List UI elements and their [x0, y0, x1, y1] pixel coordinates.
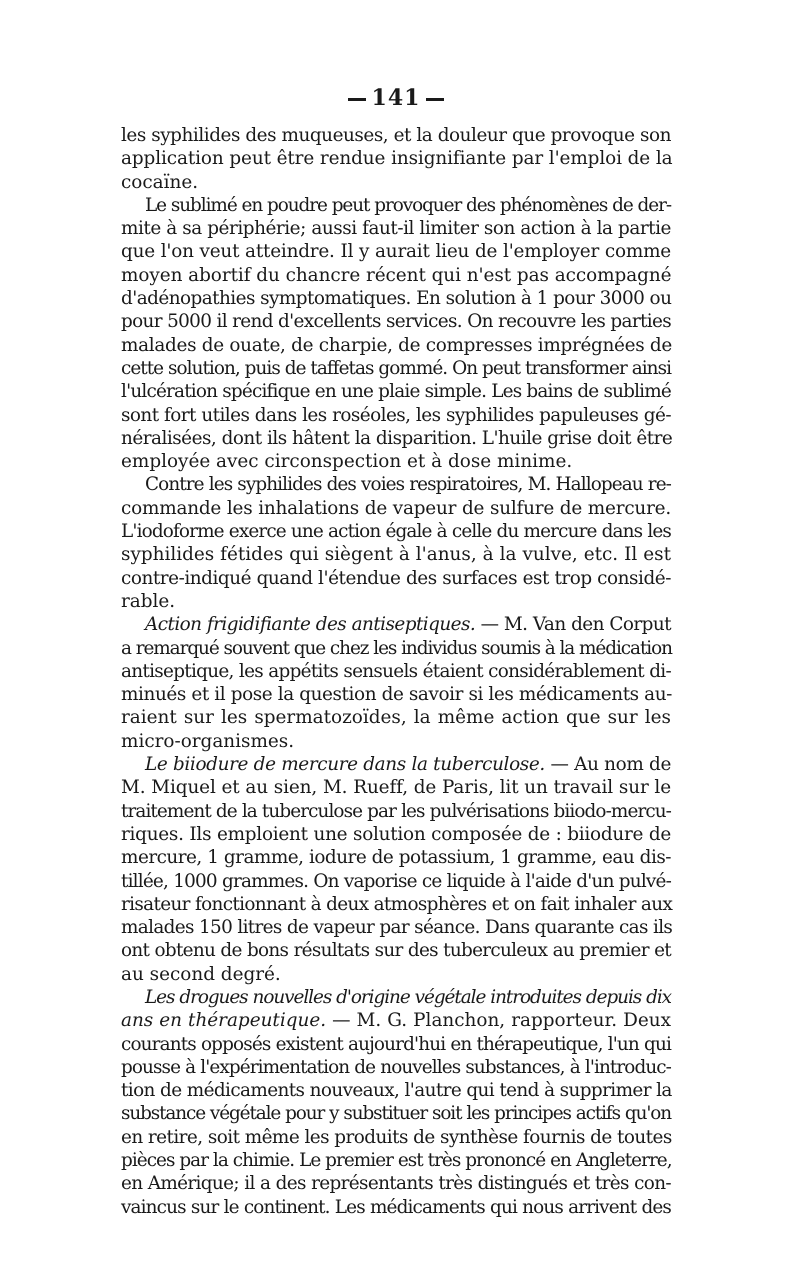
text-line: malades de ouate, de charpie, de compresses imprégnées de — [121, 334, 672, 356]
text-line: malades 150 litres de vapeur par séance. Dans quarante cas ils — [121, 917, 673, 939]
text-line: mite à sa périphérie; aussi faut-il limiter son action à la partie — [121, 218, 671, 240]
text-line: moyen abortif du chancre récent qui n'est pas accompagné — [121, 264, 672, 286]
folio-dash-right — [426, 98, 444, 101]
text-line: mercure, 1 gramme, iodure de potassium, 1 gramme, eau dis- — [121, 847, 671, 869]
text-line: Contre les syphilides des voies respiratoires, M. Hallopeau re- — [145, 474, 671, 496]
section-heading-rest: — Au nom de — [544, 754, 671, 776]
text-line: employée avec circonspection et à dose minime. — [121, 451, 573, 473]
paragraph-drogues-nouvelles — [121, 986, 671, 1219]
text-line: néralisées, dont ils hâtent la disparition. L'huile grise doit être — [121, 427, 673, 449]
text-line: minués et il pose la question de savoir si les médicaments au- — [121, 684, 672, 706]
section-heading-italic: ans en thérapeutique. — [121, 1010, 327, 1032]
text-line: substance végétale pour y substituer soit les principes actifs qu'on — [121, 1103, 671, 1125]
text-line: tion de médicaments nouveaux, l'autre qui tend à supprimer la — [121, 1080, 672, 1102]
text-line: pousse à l'expérimentation de nouvelles substances, à l'introduc- — [121, 1056, 671, 1078]
text-line — [121, 753, 671, 776]
text-line: cette solution, puis de taffetas gommé. On peut transformer ainsi — [121, 357, 671, 379]
text-line: vaincus sur le continent. Les médicaments qui nous arrivent des — [121, 1196, 671, 1218]
page-number-header — [121, 80, 671, 116]
text-line: M. Miquel et au sien, M. Rueff, de Paris, lit un travail sur le — [121, 777, 671, 799]
text-line: l'ulcération spécifique en une plaie simple. Les bains de sublimé — [121, 381, 671, 403]
paragraph-cocaine — [121, 124, 671, 194]
section-heading-rest: — M. Van den Corput — [475, 614, 672, 636]
text-line: application peut être rendue insignifiante par l'emploi de la — [121, 148, 673, 170]
text-line: Le sublimé en poudre peut provoquer des phénomènes de der- — [145, 194, 671, 216]
text-line: d'adénopathies symptomatiques. En solution à 1 pour 3000 ou — [121, 288, 672, 310]
text-line: L'iodoforme exerce une action égale à celle du mercure dans les — [121, 521, 671, 543]
section-heading-rest: — M. G. Planchon, rapporteur. Deux — [326, 1010, 671, 1032]
text-line: micro-organismes. — [121, 730, 295, 752]
text-line: courants opposés existent aujourd'hui en thérapeutique, l'un qui — [121, 1033, 671, 1055]
section-heading-italic: Action frigidifiante des antiseptiques. — [145, 614, 476, 636]
paragraph-syphilides-respiratoires — [121, 473, 671, 613]
paragraph-sublime — [121, 194, 671, 474]
text-line: raient sur les spermatozoïdes, la même action que sur les — [121, 707, 671, 729]
paragraph-action-frigidifiante — [121, 613, 671, 753]
text-line: en retire, soit même les produits de synthèse fournis de toutes — [121, 1126, 672, 1148]
text-line: pour 5000 il rend d'excellents services. On recouvre les parties — [121, 311, 671, 333]
text-line: pièces par la chimie. Le premier est très prononcé en Angleterre, — [121, 1150, 672, 1172]
text-line: ont obtenu de bons résultats sur des tuberculeux au premier et — [121, 940, 671, 962]
book-page — [121, 80, 671, 1219]
text-line: en Amérique; il a des représentants très distingués et très con- — [121, 1173, 671, 1195]
text-line: commande les inhalations de vapeur de sulfure de mercure. — [121, 497, 671, 519]
text-line: syphilides fétides qui siègent à l'anus, à la vulve, etc. Il est — [121, 544, 671, 566]
text-line — [121, 613, 671, 636]
text-line: contre-indiqué quand l'étendue des surfaces est trop considé- — [121, 567, 671, 589]
text-line: cocaïne. — [121, 171, 199, 193]
text-line: que l'on veut atteindre. Il y aurait lieu de l'employer comme — [121, 241, 671, 263]
text-line — [121, 1009, 671, 1032]
text-line: risateur fonctionnant à deux atmosphères et on fait inhaler aux — [121, 893, 673, 915]
text-line: antiseptique, les appétits sensuels étaient considérablement di- — [121, 660, 671, 682]
text-line: riques. Ils emploient une solution composée de : biiodure de — [121, 823, 671, 845]
paragraph-biiodure — [121, 753, 671, 986]
section-heading-italic: Les drogues nouvelles d'origine végétale introduites depuis dix — [145, 986, 671, 1008]
text-line: tillée, 1000 grammes. On vaporise ce liquide à l'aide d'un pulvé- — [121, 870, 671, 892]
text-line: au second degré. — [121, 963, 281, 985]
section-heading-italic: Le biiodure de mercure dans la tuberculose. — [145, 754, 545, 776]
text-line: les syphilides des muqueuses, et la douleur que provoque son — [121, 125, 671, 146]
page-number: 141 — [371, 85, 421, 111]
text-line: a remarqué souvent que chez les individus soumis à la médication — [121, 637, 672, 659]
text-line: rable. — [121, 590, 176, 612]
text-line: traitement de la tuberculose par les pulvérisations biiodo-mercu- — [121, 800, 671, 822]
folio-dash-left — [348, 98, 366, 101]
text-line: sont fort utiles dans les roséoles, les syphilides papuleuses gé- — [121, 404, 671, 426]
